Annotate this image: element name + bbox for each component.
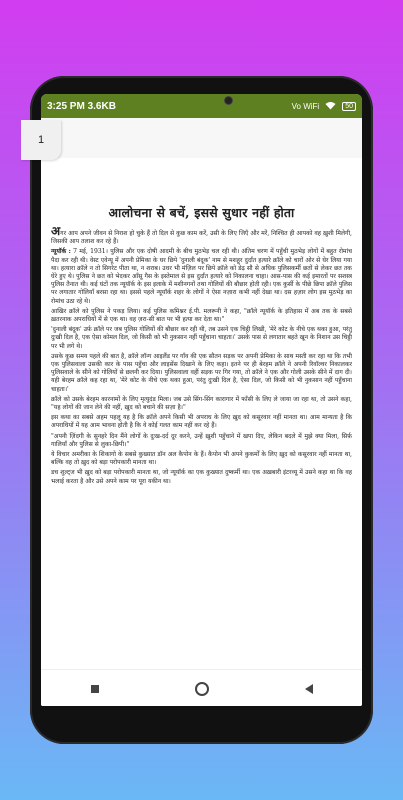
- status-left: [47, 101, 116, 112]
- status-time: 3:25 PM: [47, 100, 85, 112]
- battery-icon: 50: [342, 102, 356, 111]
- paragraph-text: गर आप अपने जीवन से निराश हो चुके हैं तो दिल से कुछ काम करें, उसी के लिए जिएँ और मरें, निश्चित ही आपको वह ख़ुशी मिलेगी, जिसकी आप तलाश कर रहे हैं।: [51, 230, 352, 246]
- paragraph: [51, 451, 352, 467]
- front-camera: [224, 96, 233, 105]
- paragraph: [51, 414, 352, 430]
- document-page: [51, 204, 352, 488]
- recents-button[interactable]: [80, 679, 110, 699]
- navigation-bar: [41, 669, 362, 706]
- paragraph-text: ये विचार अमरीका के शिकागो के सबसे कुख्यात डॉन अल कैपोन के हैं। कैपोन भी अपने कुकर्मों के लिए ख़ुद को कसूरवार नहीं मानता था, बल्कि वह तो ख़ुद को बड़ा परोपकारी मानता था।: [51, 451, 352, 467]
- dateline: न्यूयॉर्क :: [51, 248, 71, 256]
- paragraph-list: [51, 224, 352, 486]
- paragraph: [51, 469, 352, 485]
- circle-icon: [195, 682, 209, 696]
- paragraph: [51, 308, 352, 324]
- paragraph-text: "अपनी ज़िंदगी के सुनहरे दिन मैंने लोगों के दुःख-दर्द दूर करने, उन्हें ख़ुशी पहुँचाने में खपा दिए, लेकिन बदले में मुझे क्या मिला, सिर्फ़ गालियाँ और पुलिस से लुका-छिपी।": [51, 432, 352, 448]
- chapter-title: आलोचना से बचें, इससे सुधार नहीं होता: [108, 205, 295, 220]
- square-icon: [91, 685, 99, 693]
- status-bar: [41, 94, 362, 118]
- paragraph: [51, 396, 352, 412]
- paragraph-text: डच शुल्ट्ज भी ख़ुद को बड़ा परोपकारी मानता था, जो न्यूयॉर्क का एक कुख्यात दुष्कर्मी था। एक अख़बारी इंटरव्यू में उसने कहा था कि वह भलाई करता है और उसे अपने काम पर पूरा यकीन था।: [51, 469, 352, 485]
- phone-screen: [41, 94, 362, 706]
- page-number-badge[interactable]: 1: [21, 120, 61, 160]
- status-right: [292, 101, 356, 112]
- drop-cap: अ: [51, 224, 61, 238]
- paragraph: [51, 224, 352, 246]
- back-button[interactable]: [294, 679, 324, 699]
- paragraph-text: 7 मई, 1931। पुलिस और एक दोषी आदमी के बीच मुठभेड़ चल रही थी। अंतिम चरण में पहुँची मुठभेड़ लोगों में बहुत रोमांच पैदा कर रही थी। वेस्ट एवेन्यू में अपनी प्रेमिका के घर छिपे 'दुनाली बंदूक' नाम से मशहूर दुर्दांत हत्यारे क्रॉले को चारों ओर से घेर लिया गया था। हत्यारा क्रॉले न तो सिगरेट पीता था, न शराब। उधर भी मंज़िल पर छिपे क्रॉले को डेढ़ सौ से अधिक पुलिसकर्मी छतों से लेकर छत तक घेरे हुए थे। पुलिस ने छत को भेदकर आँसू गैस के इस्तेमाल से इस दुर्दांत हत्यारे को निकालना चाहा। आस-पास की कई इमारतों पर सशस्त्र पुलिस तैनात थी। कई घंटों तक न्यूयॉर्क के इस इलाके में मशीनगनों तथा गोलियों की बौछार होती रही। एक कुर्सी के पीछे छिपा क्रॉले पुलिस पर लगातार गोलियाँ बरसा रहा था। इससे पहले न्यूयॉर्क शहर के लोगों ने ऐसा नज़ारा कभी नहीं देखा था। दस हज़ार लोग इस मुठभेड़ का रोमांच उठा रहे थे।: [51, 248, 352, 305]
- paragraph: [51, 433, 352, 449]
- paragraph-text: उसके कुछ समय पहले की बात है, क्रॉले लॉन्ग आइलैंड पर गाँव की एक सौतन सड़क पर अपनी प्रेमिका के साथ मस्ती कर रहा था कि तभी एक पुलिसवाला उसकी कार के पास पहुँचा और लाइसेंस दिखाने के लिए कहा। इतने पर ही बेरहम क्रॉले ने अपनी रिवॉल्वर निकालकर पुलिसवाले के सीने को गोलियों से छलनी कर दिया। पुलिसवाला वहीं सड़क पर गिर गया, तो क्रॉले ने एक और गोली उसके सीने में दाग दी। यही बेरहम क्रॉले कह रहा था, 'मेरे कोट के नीचे एक थका हुआ, परंतु दुःखी दिल है, ऐसा दिल, जो किसी को भी नुकसान नहीं पहुँचाना चाहता।': [51, 352, 352, 393]
- paragraph: [51, 353, 352, 394]
- wifi-icon: [325, 101, 336, 112]
- app-top-area: [41, 118, 362, 158]
- paragraph-text: क्रॉले को उसके बेरहम कारनामों के लिए मृत्युदंड मिला। जब उसे सिंग-सिंग कारागार में फाँसी के लिए ले जाया जा रहा था, तो उसने कहा, "यह लोगों की जान लेने की नहीं, ख़ुद को बचाने की सज़ा है।": [51, 395, 352, 412]
- paragraph: [51, 326, 352, 351]
- paragraph-text: इस कथा का सबसे अहम पहलू यह है कि क्रॉले अपने किसी भी अपराध के लिए ख़ुद को कसूरवार नहीं मानता था। आम मान्यता है कि अपराधियों में यह आम भावना होती है कि वे कोई गलत काम नहीं कर रहे हैं।: [51, 414, 352, 430]
- status-network-speed: 3.6KB: [87, 100, 116, 112]
- paragraph-text: 'दुनाली बंदूक' उर्फ़ क्रॉले पर जब पुलिस गोलियों की बौछार कर रही थी, तब उसने एक चिट्ठी लिखी, 'मेरे कोट के नीचे एक थका हुआ, परंतु दुःखी दिल है, एक ऐसा कोमल दिल, जो किसी को भी नुकसान नहीं पहुँचाना चाहता।' उसके पास से लगातार बहते खून के निशान उस चिट्ठी पर भी लगे थे।: [51, 326, 352, 350]
- home-button[interactable]: [187, 679, 217, 699]
- paragraph: [51, 248, 352, 305]
- paragraph-text: आखिर क्रॉले को पुलिस ने पकड़ लिया। कई पुलिस कमिश्नर ई.पी. मलरूनी ने कहा, "क्रॉले न्यूयॉर्क के इतिहास में अब तक के सबसे ख़तरनाक अपराधियों में से एक था। वह ज़रा-सी बात पर भी हत्या कर देता था।": [51, 307, 352, 324]
- back-icon: [305, 684, 313, 694]
- network-indicator: Vo WiFi: [291, 101, 320, 111]
